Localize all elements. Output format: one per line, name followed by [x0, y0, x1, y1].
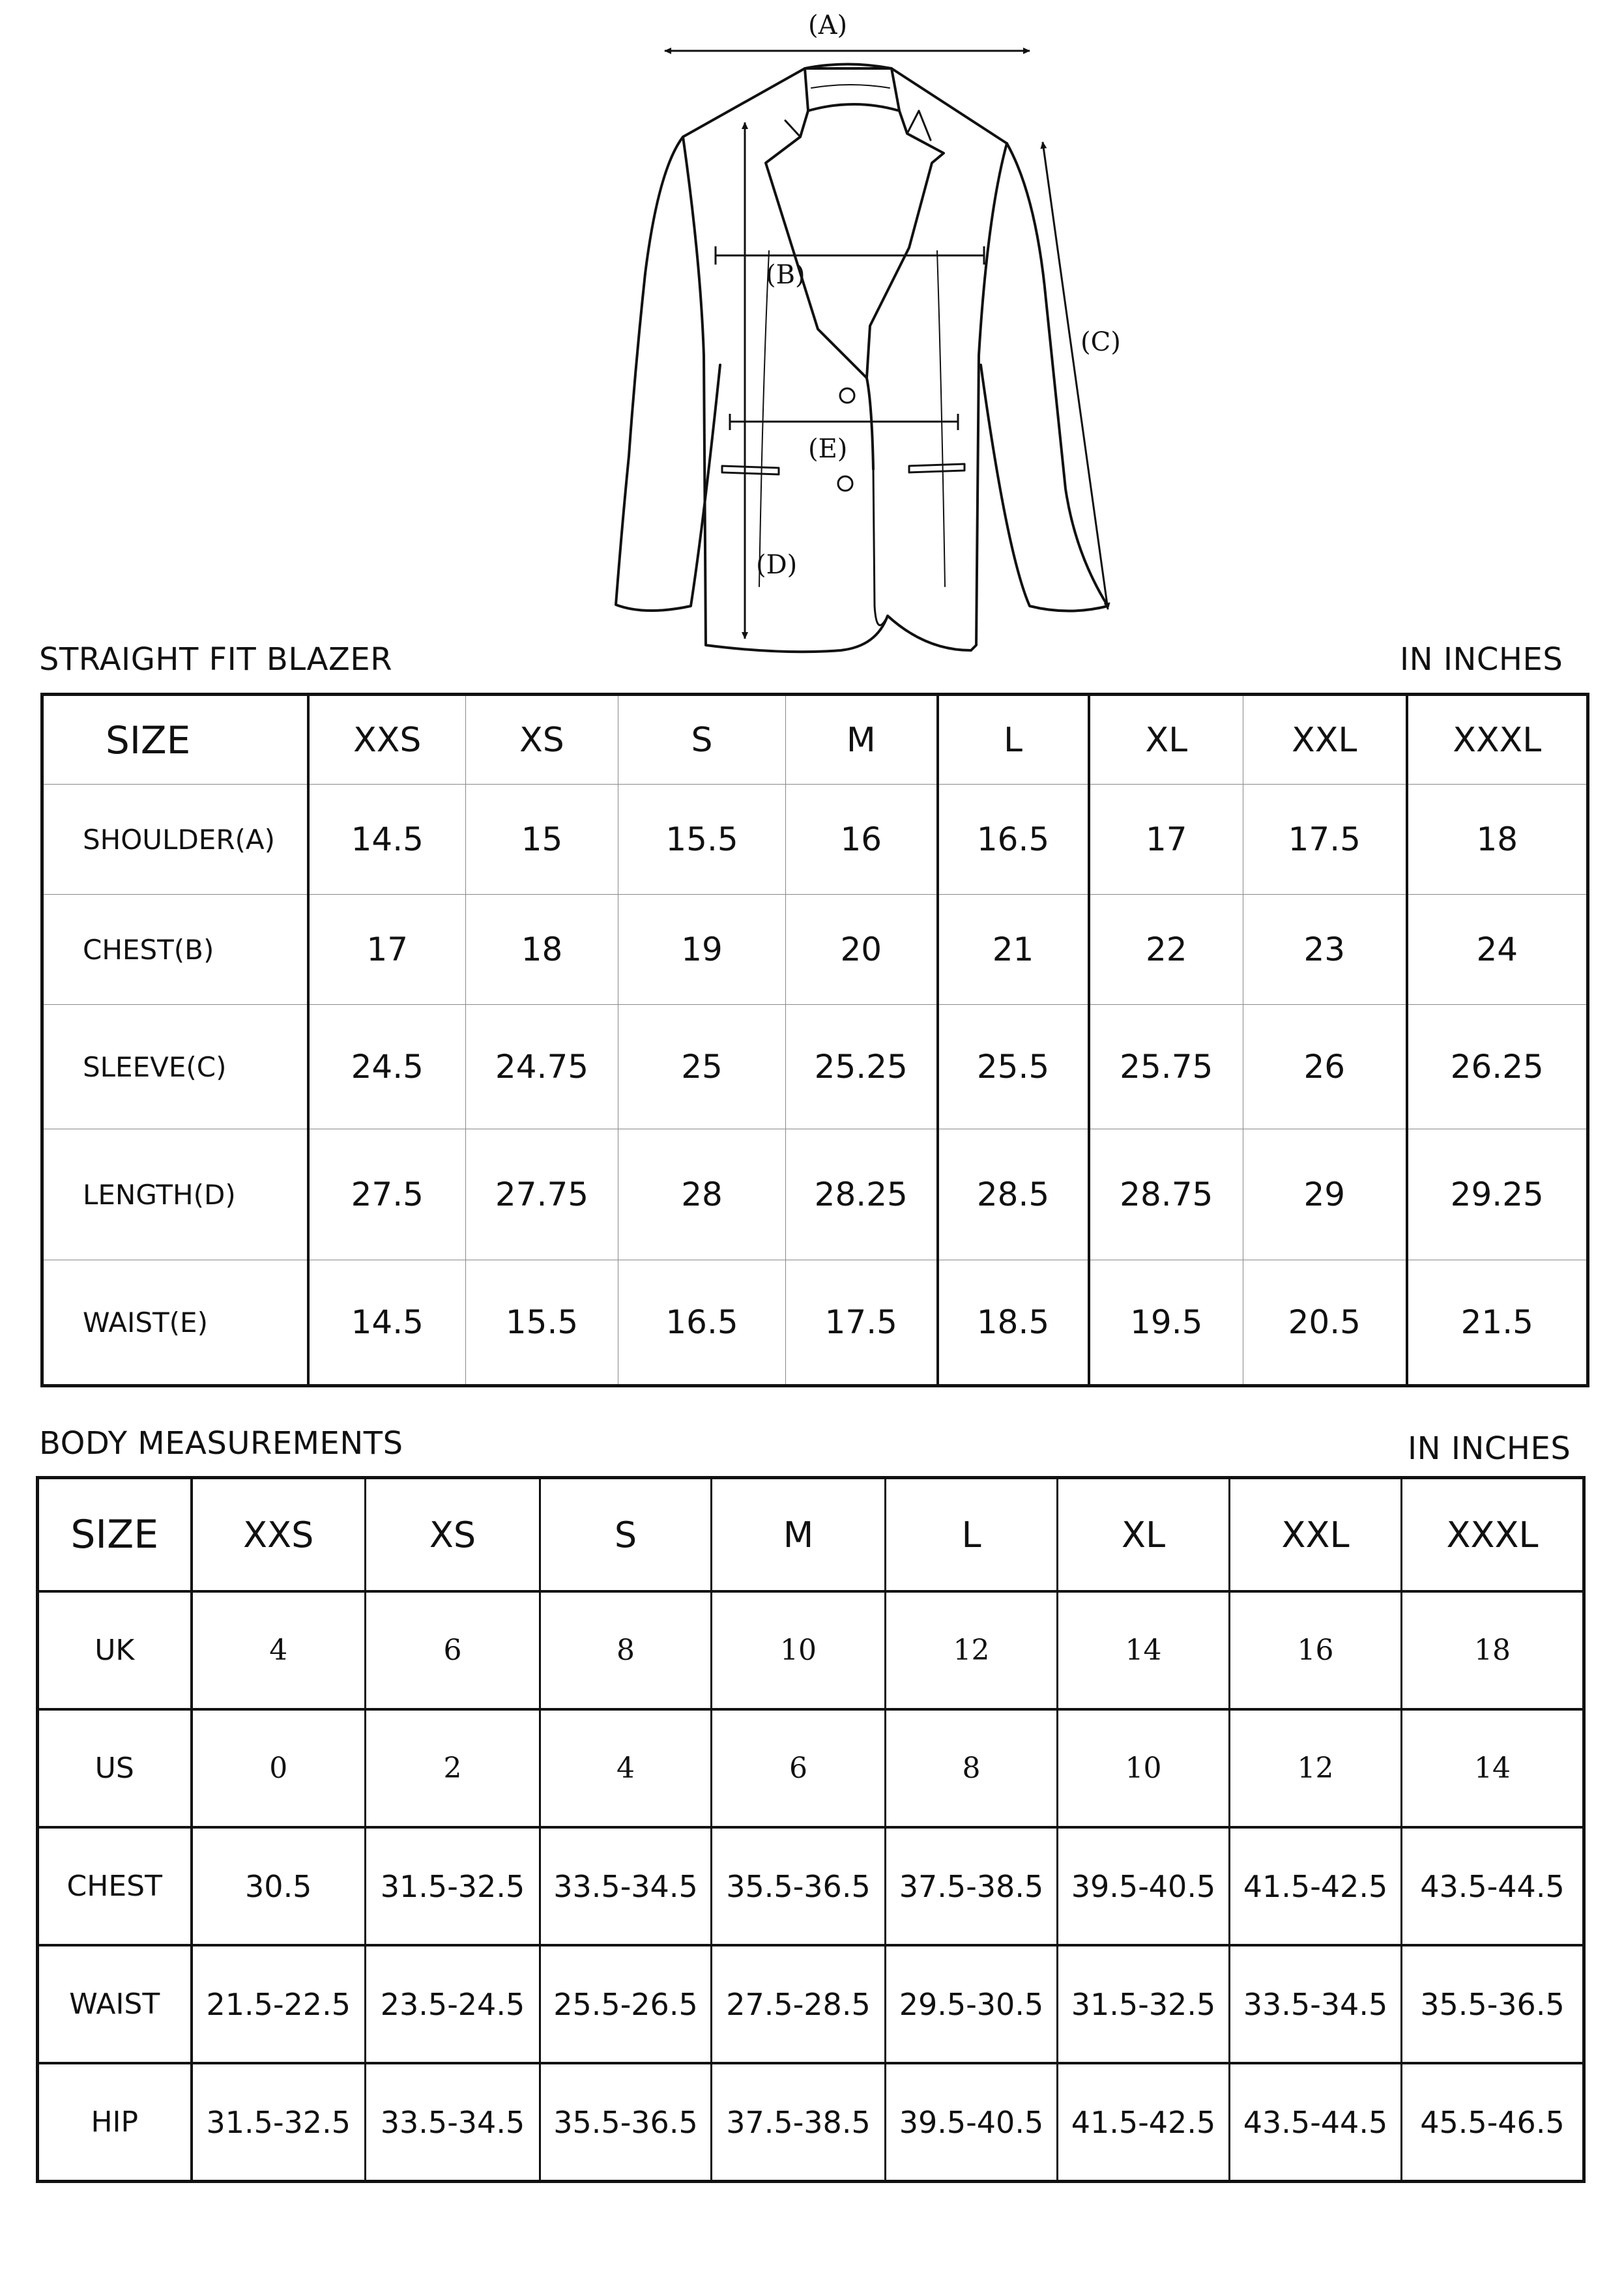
table-cell: 28.5: [938, 1129, 1089, 1260]
blazer-outline: [683, 68, 1007, 652]
table-row: [38, 2063, 1584, 2182]
row-label: HIP: [38, 2063, 192, 2182]
table-cell: 33.5-34.5: [366, 2063, 540, 2182]
table-cell: 15: [466, 785, 618, 895]
table-header-row: [38, 1478, 1584, 1592]
right-pocket: [909, 464, 964, 472]
table-cell: 10: [1058, 1709, 1230, 1827]
table-cell: 28.75: [1089, 1129, 1243, 1260]
table-cell: 21.5-22.5: [192, 1945, 366, 2063]
row-label: SHOULDER(A): [42, 785, 308, 895]
header-cell: XXL: [1243, 695, 1407, 785]
table-cell: 25.5: [938, 1005, 1089, 1129]
body-section-title: BODY MEASUREMENTS: [39, 1425, 403, 1462]
header-cell: S: [618, 695, 786, 785]
header-cell: XXS: [192, 1478, 366, 1592]
table-cell: 29: [1243, 1129, 1407, 1260]
table-cell: 31.5-32.5: [1058, 1945, 1230, 2063]
table-cell: 27.5: [308, 1129, 466, 1260]
table-cell: 31.5-32.5: [192, 2063, 366, 2182]
table-cell: 33.5-34.5: [540, 1827, 712, 1945]
header-cell: SIZE: [42, 695, 308, 785]
header-cell: XL: [1089, 695, 1243, 785]
table-cell: 23: [1243, 895, 1407, 1005]
row-label: LENGTH(D): [42, 1129, 308, 1260]
body-size-table: [36, 1476, 1586, 2183]
table-cell: 35.5-36.5: [1402, 1945, 1584, 2063]
table-cell: 19.5: [1089, 1260, 1243, 1386]
table-cell: 15.5: [466, 1260, 618, 1386]
table-cell: 26: [1243, 1005, 1407, 1129]
table-row: [38, 1945, 1584, 2063]
header-cell: XXXL: [1402, 1478, 1584, 1592]
table-row: [42, 1129, 1588, 1260]
table-cell: 21.5: [1407, 1260, 1588, 1386]
table-row: [38, 1591, 1584, 1709]
header-cell: XXL: [1230, 1478, 1402, 1592]
table-cell: 31.5-32.5: [366, 1827, 540, 1945]
left-pocket: [722, 466, 779, 474]
right-lapel: [867, 111, 944, 378]
label-b: (B): [766, 260, 805, 290]
table-cell: 4: [192, 1591, 366, 1709]
table-cell: 16: [786, 785, 938, 895]
row-label: CHEST: [38, 1827, 192, 1945]
table-cell: 14: [1402, 1709, 1584, 1827]
table-cell: 17.5: [786, 1260, 938, 1386]
row-label: WAIST: [38, 1945, 192, 2063]
table-cell: 29.5-30.5: [886, 1945, 1058, 2063]
table-cell: 14.5: [308, 785, 466, 895]
header-cell: XL: [1058, 1478, 1230, 1592]
table-cell: 16.5: [938, 785, 1089, 895]
table-row: [38, 1827, 1584, 1945]
button-top: [840, 388, 854, 403]
table-cell: 27.75: [466, 1129, 618, 1260]
table-cell: 39.5-40.5: [1058, 1827, 1230, 1945]
table-cell: 28: [618, 1129, 786, 1260]
table-cell: 8: [886, 1709, 1058, 1827]
table-cell: 35.5-36.5: [540, 2063, 712, 2182]
table-cell: 20: [786, 895, 938, 1005]
table-cell: 41.5-42.5: [1058, 2063, 1230, 2182]
table-row: [42, 785, 1588, 895]
table-cell: 25: [618, 1005, 786, 1129]
table-cell: 25.5-26.5: [540, 1945, 712, 2063]
table-cell: 15.5: [618, 785, 786, 895]
table-header-row: [42, 695, 1588, 785]
table-cell: 25.75: [1089, 1005, 1243, 1129]
row-label: SLEEVE(C): [42, 1005, 308, 1129]
table-cell: 16: [1230, 1591, 1402, 1709]
table-cell: 2: [366, 1709, 540, 1827]
row-label: UK: [38, 1591, 192, 1709]
table-cell: 45.5-46.5: [1402, 2063, 1584, 2182]
right-sleeve: [981, 143, 1108, 611]
table-row: [38, 1709, 1584, 1827]
blazer-section-title: STRAIGHT FIT BLAZER: [39, 641, 393, 678]
table-cell: 12: [1230, 1709, 1402, 1827]
table-cell: 18.5: [938, 1260, 1089, 1386]
table-row: [42, 895, 1588, 1005]
table-row: [42, 1260, 1588, 1386]
table-cell: 37.5-38.5: [712, 2063, 886, 2182]
table-cell: 14.5: [308, 1260, 466, 1386]
label-c: (C): [1080, 327, 1121, 357]
table-cell: 24: [1407, 895, 1588, 1005]
header-cell: XXS: [308, 695, 466, 785]
table-cell: 0: [192, 1709, 366, 1827]
table-cell: 22: [1089, 895, 1243, 1005]
table-cell: 23.5-24.5: [366, 1945, 540, 2063]
blazer-diagram: [0, 0, 1624, 671]
table-cell: 14: [1058, 1591, 1230, 1709]
table-cell: 30.5: [192, 1827, 366, 1945]
header-cell: XS: [466, 695, 618, 785]
table-cell: 43.5-44.5: [1230, 2063, 1402, 2182]
table-cell: 18: [1407, 785, 1588, 895]
table-cell: 43.5-44.5: [1402, 1827, 1584, 1945]
table-cell: 17: [1089, 785, 1243, 895]
table-cell: 25.25: [786, 1005, 938, 1129]
table-cell: 6: [712, 1709, 886, 1827]
table-cell: 33.5-34.5: [1230, 1945, 1402, 2063]
table-cell: 24.75: [466, 1005, 618, 1129]
left-lapel: [766, 111, 873, 469]
table-cell: 24.5: [308, 1005, 466, 1129]
table-cell: 26.25: [1407, 1005, 1588, 1129]
button-bottom: [838, 476, 852, 491]
header-cell: L: [886, 1478, 1058, 1592]
table-cell: 17.5: [1243, 785, 1407, 895]
table-cell: 29.25: [1407, 1129, 1588, 1260]
table-cell: 4: [540, 1709, 712, 1827]
table-cell: 10: [712, 1591, 886, 1709]
blazer-unit-label: IN INCHES: [1400, 641, 1563, 678]
blazer-size-table: [40, 693, 1589, 1387]
row-label: CHEST(B): [42, 895, 308, 1005]
header-cell: XXXL: [1407, 695, 1588, 785]
header-cell: XS: [366, 1478, 540, 1592]
row-label: WAIST(E): [42, 1260, 308, 1386]
table-cell: 8: [540, 1591, 712, 1709]
table-cell: 18: [1402, 1591, 1584, 1709]
table-cell: 19: [618, 895, 786, 1005]
table-cell: 41.5-42.5: [1230, 1827, 1402, 1945]
body-unit-label: IN INCHES: [1408, 1430, 1571, 1467]
table-cell: 27.5-28.5: [712, 1945, 886, 2063]
table-cell: 28.25: [786, 1129, 938, 1260]
header-cell: SIZE: [38, 1478, 192, 1592]
row-label: US: [38, 1709, 192, 1827]
table-cell: 17: [308, 895, 466, 1005]
table-cell: 21: [938, 895, 1089, 1005]
table-cell: 6: [366, 1591, 540, 1709]
header-cell: L: [938, 695, 1089, 785]
table-cell: 20.5: [1243, 1260, 1407, 1386]
label-d: (D): [756, 550, 798, 580]
table-cell: 12: [886, 1591, 1058, 1709]
table-cell: 35.5-36.5: [712, 1827, 886, 1945]
table-row: [42, 1005, 1588, 1129]
table-cell: 37.5-38.5: [886, 1827, 1058, 1945]
label-a: (A): [808, 10, 848, 40]
header-cell: M: [712, 1478, 886, 1592]
label-e: (E): [808, 434, 848, 464]
dimension-line-c: [1043, 142, 1108, 609]
header-cell: M: [786, 695, 938, 785]
table-cell: 39.5-40.5: [886, 2063, 1058, 2182]
table-cell: 18: [466, 895, 618, 1005]
header-cell: S: [540, 1478, 712, 1592]
table-cell: 16.5: [618, 1260, 786, 1386]
